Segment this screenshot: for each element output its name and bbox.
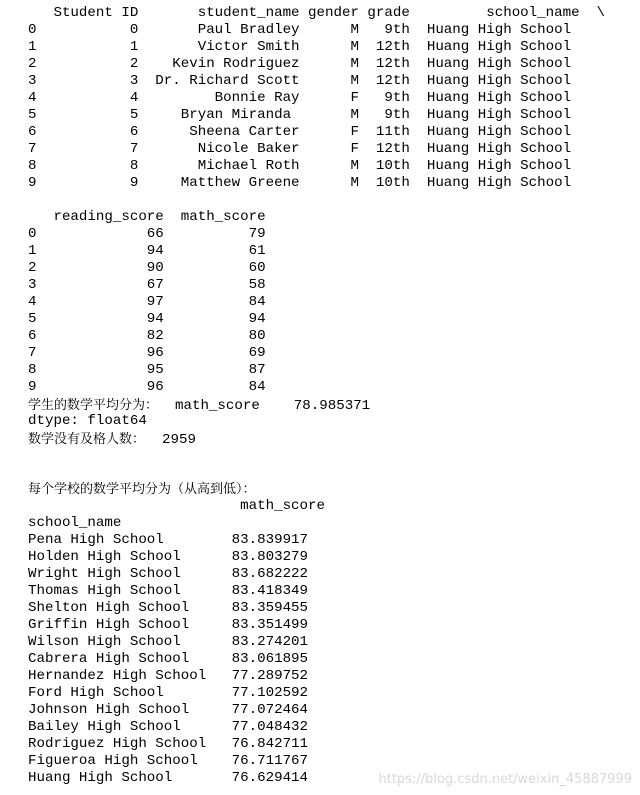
school-table-row: Pena High School 83.839917 bbox=[28, 532, 309, 548]
school-table-row: Huang High School 76.629414 bbox=[28, 770, 309, 786]
school-table-index-header: school_name bbox=[28, 515, 122, 531]
score-table-row: 8 95 87 bbox=[28, 362, 266, 378]
average-math-label: 学生的数学平均分为： bbox=[28, 398, 159, 413]
score-table-row: 9 96 84 bbox=[28, 379, 266, 395]
school-table-row: Ford High School 77.102592 bbox=[28, 685, 309, 701]
score-table-row: 5 94 94 bbox=[28, 311, 266, 327]
school-table-row: Shelton High School 83.359455 bbox=[28, 600, 309, 616]
student-table-row: 9 9 Matthew Greene M 10th Huang High School bbox=[28, 175, 572, 191]
student-table-row: 7 7 Nicole Baker F 12th Huang High School bbox=[28, 141, 572, 157]
school-table-row: Wilson High School 83.274201 bbox=[28, 634, 309, 650]
student-table-row: 0 0 Paul Bradley M 9th Huang High School bbox=[28, 22, 572, 38]
school-table-row: Thomas High School 83.418349 bbox=[28, 583, 309, 599]
school-average-heading: 每个学校的数学平均分为（从高到低）： bbox=[28, 482, 256, 497]
school-table-row: Holden High School 83.803279 bbox=[28, 549, 309, 565]
score-table-row: 0 66 79 bbox=[28, 226, 266, 242]
school-table-row: Griffin High School 83.351499 bbox=[28, 617, 309, 633]
average-math-value: math_score 78.985371 bbox=[158, 398, 371, 414]
student-table-header: Student ID student_name gender grade school_name \ bbox=[28, 5, 606, 21]
school-table-row: Cabrera High School 83.061895 bbox=[28, 651, 309, 667]
score-table-header: reading_score math_score bbox=[28, 209, 266, 225]
school-table-row: Johnson High School 77.072464 bbox=[28, 702, 309, 718]
school-table-row: Figueroa High School 76.711767 bbox=[28, 753, 309, 769]
school-table-row: Rodriguez High School 76.842711 bbox=[28, 736, 309, 752]
dtype-line: dtype: float64 bbox=[28, 413, 147, 429]
score-table-row: 6 82 80 bbox=[28, 328, 266, 344]
student-table-row: 2 2 Kevin Rodriguez M 12th Huang High School bbox=[28, 56, 572, 72]
watermark-url: https://blog.csdn.net/weixin_45887999 bbox=[378, 772, 632, 787]
school-table-row: Wright High School 83.682222 bbox=[28, 566, 309, 582]
student-table-row: 1 1 Victor Smith M 12th Huang High School bbox=[28, 39, 572, 55]
score-table-row: 1 94 61 bbox=[28, 243, 266, 259]
school-table-col-header: math_score bbox=[28, 498, 326, 514]
student-table-row: 6 6 Sheena Carter F 11th Huang High School bbox=[28, 124, 572, 140]
score-table-row: 3 67 58 bbox=[28, 277, 266, 293]
fail-count-line bbox=[28, 430, 196, 447]
average-math-line bbox=[28, 396, 370, 413]
school-table-row: Hernandez High School 77.289752 bbox=[28, 668, 309, 684]
score-table-row: 2 90 60 bbox=[28, 260, 266, 276]
score-table-row: 7 96 69 bbox=[28, 345, 266, 361]
fail-count-value: 2959 bbox=[145, 432, 196, 448]
student-table-row: 8 8 Michael Roth M 10th Huang High School bbox=[28, 158, 572, 174]
fail-count-label: 数学没有及格人数： bbox=[28, 432, 146, 447]
student-table-row: 3 3 Dr. Richard Scott M 12th Huang High School bbox=[28, 73, 572, 89]
student-table-row: 5 5 Bryan Miranda M 9th Huang High School bbox=[28, 107, 572, 123]
student-table-row: 4 4 Bonnie Ray F 9th Huang High School bbox=[28, 90, 572, 106]
score-table-row: 4 97 84 bbox=[28, 294, 266, 310]
school-table-row: Bailey High School 77.048432 bbox=[28, 719, 309, 735]
